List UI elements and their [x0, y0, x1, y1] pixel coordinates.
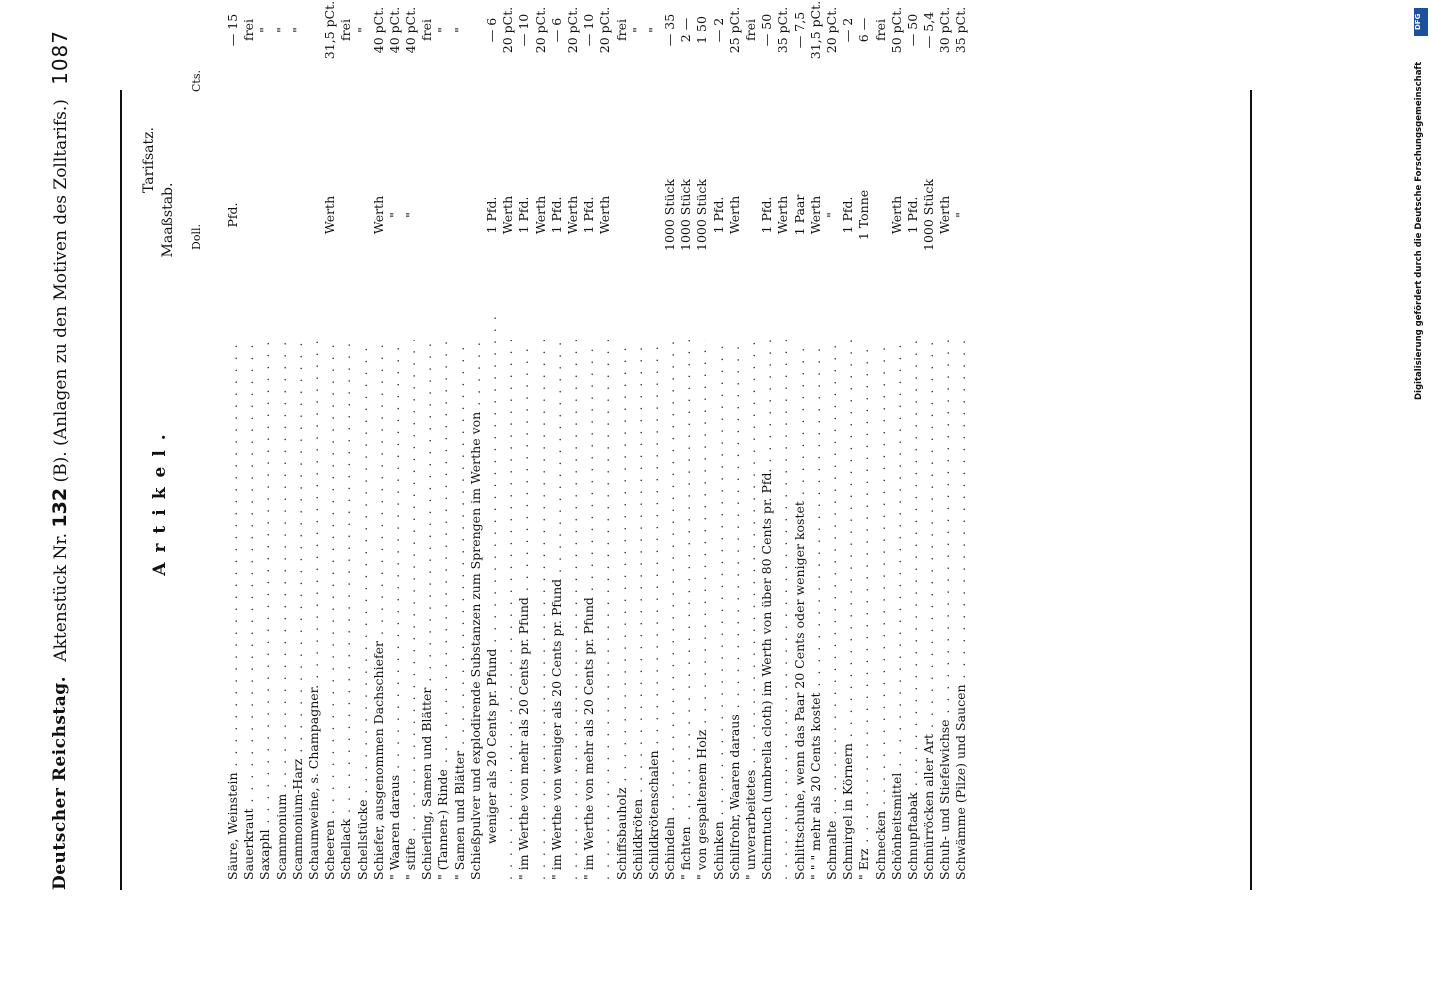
table-row: [451, 27, 468, 880]
rate-cell: frei: [614, 0, 630, 100]
rate-cell: — 10: [581, 0, 597, 100]
rate-cell: 31,5 pCt.: [808, 0, 824, 100]
table-row: [548, 17, 565, 880]
rate-cell: ": [646, 0, 662, 100]
rate-cell: — 5,4: [921, 0, 937, 100]
table-row: [726, 6, 743, 880]
table-row: [354, 27, 371, 880]
rate-cell: frei: [338, 0, 354, 100]
article-cell: weniger als 20 Cents pr. Pfund . . .: [484, 304, 500, 880]
table-row: [435, 27, 451, 880]
article-cell: Schildkröten . . .: [630, 340, 646, 880]
table-row: [807, 0, 824, 880]
table-row: [484, 17, 500, 880]
page-header: [42, 30, 78, 890]
table-row: [694, 16, 710, 880]
header-middle: [49, 99, 71, 662]
rate-cell: — 10: [516, 0, 532, 100]
article-cell: Schirmtuch (umbrella cloth) im Werth von über 80 Cents pr. Pfd. . . .: [759, 340, 775, 880]
unit-cell: 1 Pfd.: [840, 120, 856, 310]
article-cell: " im Werthe von weniger als 20 Cents pr. Pfund . . .: [549, 340, 565, 880]
article-cell: Schmirgel in Körnern . . .: [840, 340, 856, 880]
unit-cell: Werth: [322, 120, 338, 310]
unit-cell: 1000 Stück: [921, 120, 937, 310]
rate-cell: 35 pCt.: [775, 0, 791, 100]
article-cell: " Samen und Blätter . . .: [452, 340, 468, 880]
article-cell: Schaumweine, s. Champagner. . . .: [306, 340, 322, 880]
table-row: [613, 19, 630, 880]
table-row: [370, 6, 387, 880]
table-row: [322, 0, 338, 880]
article-cell: Schinken . . .: [711, 340, 727, 880]
table-row: [581, 13, 597, 880]
table-row: [937, 6, 953, 880]
funding-note: Digitalisierung gefördert durch die Deutsche Forschungsgemeinschaft: [1414, 61, 1424, 400]
unit-cell: 1 Pfd.: [516, 120, 532, 310]
column-unit-header: Maaßstab.: [160, 182, 176, 258]
tariff-cents-header: Cts.: [190, 70, 203, 92]
table-row: [257, 27, 273, 880]
table-row: [775, 6, 791, 880]
table-row: [468, 80, 484, 880]
article-cell: " Waaren daraus . . .: [387, 340, 403, 880]
unit-cell: 1000 Stück: [678, 120, 694, 310]
table-row: [921, 11, 937, 880]
unit-cell: Werth: [565, 120, 581, 310]
rate-cell: — 7,5: [792, 0, 808, 100]
article-cell: " im Werthe von mehr als 20 Cents pr. Pfund . . .: [581, 340, 597, 880]
header-number: 132: [49, 487, 71, 528]
table-row: [678, 17, 694, 880]
rate-cell: — 50: [905, 0, 921, 100]
article-cell: " im Werthe von mehr als 20 Cents pr. Pfund . . .: [516, 340, 532, 880]
table-row: [856, 17, 872, 880]
unit-cell: Werth: [889, 120, 905, 310]
rate-cell: — 2: [840, 0, 856, 100]
table-row: [289, 27, 306, 880]
rate-cell: ": [257, 0, 273, 100]
article-cell: [775, 340, 791, 880]
tariff-subheaders: [190, 70, 203, 250]
rate-cell: — 6: [549, 0, 565, 100]
unit-cell: 1 Pfd.: [905, 120, 921, 310]
article-cell: Schindeln . . .: [662, 340, 678, 880]
rate-cell: 40 pCt.: [403, 0, 419, 100]
table-row: [759, 13, 775, 880]
article-cell: Schiefer, ausgenommen Dachschiefer . . .: [371, 340, 387, 880]
rate-cell: frei: [241, 0, 257, 100]
article-cell: Scammonium . . .: [274, 340, 290, 880]
article-cell: Scheeren . . .: [322, 340, 338, 880]
unit-cell: ": [387, 120, 403, 310]
rate-cell: 30 pCt.: [937, 0, 953, 100]
column-tariff-header: Tarifsatz.: [141, 127, 157, 193]
rate-cell: frei: [873, 0, 889, 100]
table-row: [338, 19, 354, 880]
rate-cell: ": [452, 0, 468, 100]
unit-cell: Werth: [775, 120, 791, 310]
article-cell: [565, 340, 581, 880]
table-row: [500, 6, 516, 880]
funding-sidebar: [1410, 20, 1428, 400]
rate-cell: — 2: [711, 0, 727, 100]
unit-cell: Werth: [371, 120, 387, 310]
article-cell: Schiffsbauholz . . .: [614, 340, 630, 880]
tariff-table: [225, 0, 970, 880]
table-row: [403, 6, 419, 880]
rate-cell: 20 pCt.: [500, 0, 516, 100]
unit-cell: Pfd.: [225, 120, 241, 310]
table-row: [645, 27, 662, 880]
rate-cell: 20 pCt.: [533, 0, 549, 100]
rate-cell: 20 pCt.: [565, 0, 581, 100]
article-cell: " von gespaltenem Holz . . .: [694, 340, 710, 880]
article-cell: Scammonium-Harz . . .: [290, 340, 306, 880]
bottom-rule: [1250, 90, 1252, 890]
unit-cell: ": [953, 120, 969, 310]
table-row: [225, 13, 241, 880]
article-cell: Schlittschuhe, wenn das Paar 20 Cents oder weniger kostet . . .: [792, 340, 808, 880]
article-cell: Schnupftabak . . .: [905, 340, 921, 880]
table-row: [823, 6, 840, 880]
rate-cell: 40 pCt.: [371, 0, 387, 100]
rate-cell: 35 pCt.: [953, 0, 969, 100]
header-middle-prefix: Aktenstück Nr.: [51, 533, 71, 662]
unit-cell: 1 Pfd.: [581, 120, 597, 310]
article-cell: Schießpulver und explodirende Substanzen zum Sprengen im Werthe von . . .: [468, 340, 484, 880]
rate-cell: — 15: [225, 0, 241, 100]
table-row: [872, 19, 889, 880]
column-article-header: Artikel.: [150, 424, 170, 576]
article-cell: " (Tannen-) Rinde . . .: [435, 340, 451, 880]
article-cell: Saxaphl . . .: [257, 340, 273, 880]
unit-cell: 1 Pfd.: [484, 120, 500, 310]
article-cell: Schierling, Samen und Blätter . . .: [419, 340, 435, 880]
page-number: 1087: [48, 30, 72, 85]
top-rule: [120, 90, 122, 890]
article-cell: Schönheitsmittel . . .: [889, 340, 905, 880]
article-cell: [500, 340, 516, 880]
table-row: [532, 6, 549, 880]
unit-cell: ": [824, 120, 840, 310]
table-row: [710, 17, 727, 880]
table-row: [386, 6, 403, 880]
article-cell: Schuh- und Stiefelwichse . . .: [937, 340, 953, 880]
dfg-logo: DFG: [1414, 8, 1428, 36]
unit-cell: Werth: [533, 120, 549, 310]
table-row: [904, 13, 921, 880]
rate-cell: 6 —: [856, 0, 872, 100]
rate-cell: ": [290, 0, 306, 100]
unit-cell: 1 Paar: [792, 120, 808, 310]
table-row: [743, 19, 759, 880]
article-cell: Schwämme (Pilze) und Saucen . . .: [953, 340, 969, 880]
unit-cell: Werth: [597, 120, 613, 310]
rate-cell: ": [355, 0, 371, 100]
rate-cell: 25 pCt.: [727, 0, 743, 100]
article-cell: Schellack . . .: [338, 340, 354, 880]
rate-cell: frei: [419, 0, 435, 100]
rate-cell: ": [274, 0, 290, 100]
article-cell: Schilfrohr, Waaren daraus . . .: [727, 340, 743, 880]
unit-cell: 1 Tonne: [856, 120, 872, 310]
table-row: [840, 17, 856, 880]
rate-cell: 31,5 pCt.: [322, 0, 338, 100]
article-cell: Säure, Weinstein . . .: [225, 340, 241, 880]
table-row: [597, 6, 613, 880]
article-cell: [533, 340, 549, 880]
rate-cell: 50 pCt.: [889, 0, 905, 100]
rate-cell: — 50: [759, 0, 775, 100]
table-row: [564, 6, 581, 880]
table-row: [953, 6, 969, 880]
table-row: [273, 27, 290, 880]
unit-cell: Werth: [727, 120, 743, 310]
rate-cell: ": [630, 0, 646, 100]
unit-cell: Werth: [500, 120, 516, 310]
table-row: [791, 11, 808, 880]
unit-cell: 1 Pfd.: [711, 120, 727, 310]
rate-cell: ": [435, 0, 451, 100]
unit-cell: 1 Pfd.: [549, 120, 565, 310]
table-row: [516, 13, 532, 880]
rate-cell: 20 pCt.: [597, 0, 613, 100]
unit-cell: 1000 Stück: [662, 120, 678, 310]
article-cell: " Erz . . .: [856, 340, 872, 880]
article-cell: Schnecken . . .: [873, 340, 889, 880]
rate-cell: 2 —: [678, 0, 694, 100]
header-middle-suffix: (B). (Anlagen zu den Motiven des Zolltarifs.): [51, 99, 71, 483]
rate-cell: — 35: [662, 0, 678, 100]
article-cell: Schellstücke . . .: [355, 340, 371, 880]
rate-cell: 1 50: [694, 0, 710, 100]
unit-cell: Werth: [808, 120, 824, 310]
table-row: [662, 13, 678, 880]
unit-cell: ": [403, 120, 419, 310]
article-cell: Sauerkraut . . .: [241, 340, 257, 880]
table-row: [419, 19, 435, 880]
header-left: Deutscher Reichstag.: [50, 675, 70, 890]
article-cell: " " " mehr als 20 Cents kostet . . .: [808, 340, 824, 880]
table-row: [888, 6, 905, 880]
article-cell: " stifte . . .: [403, 340, 419, 880]
article-cell: Schmalte . . .: [824, 340, 840, 880]
table-row: [629, 27, 646, 880]
rate-cell: frei: [743, 0, 759, 100]
article-cell: Schnürröcken aller Art . . .: [921, 340, 937, 880]
rate-cell: 40 pCt.: [387, 0, 403, 100]
tariff-dollar-header: Doll.: [190, 224, 203, 250]
article-cell: [597, 340, 613, 880]
unit-cell: 1 Pfd.: [759, 120, 775, 310]
rate-cell: — 6: [484, 0, 500, 100]
table-row: [306, 80, 322, 880]
article-cell: Schildkrötenschalen . . .: [646, 340, 662, 880]
unit-cell: Werth: [937, 120, 953, 310]
article-cell: " fichten . . .: [678, 340, 694, 880]
table-row: [241, 19, 257, 880]
rate-cell: 20 pCt.: [824, 0, 840, 100]
unit-cell: 1000 Stück: [694, 120, 710, 310]
article-cell: " unverarbeitetes . . .: [743, 340, 759, 880]
